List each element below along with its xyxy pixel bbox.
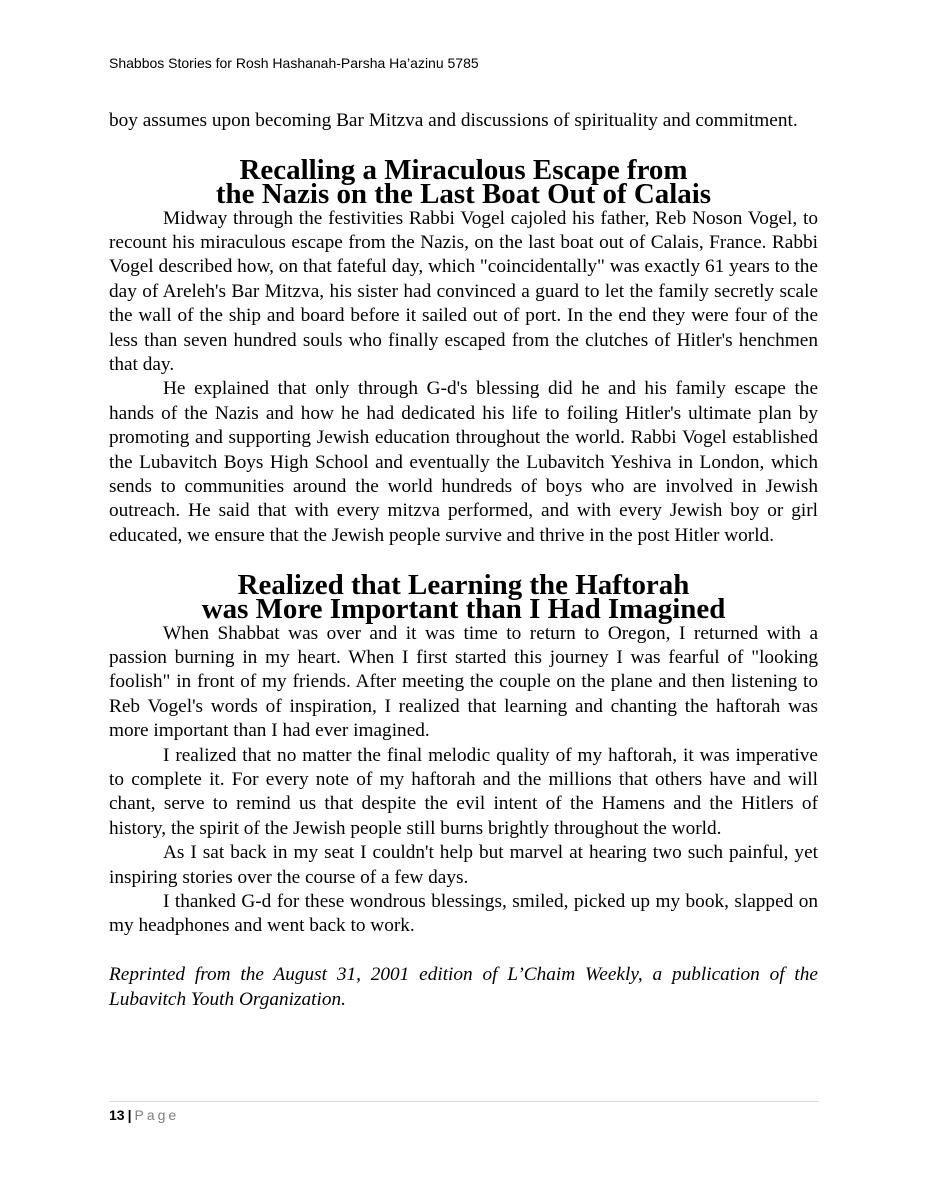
page-label: Page xyxy=(134,1107,180,1123)
heading-line: Realized that Learning the Haftorah xyxy=(237,568,690,601)
page-footer xyxy=(109,1107,179,1123)
section-heading-haftorah xyxy=(109,568,818,626)
footer-separator: | xyxy=(127,1107,132,1123)
heading-line: Recalling a Miraculous Escape from xyxy=(239,153,688,186)
page-number: 13 xyxy=(109,1107,125,1123)
footer-divider xyxy=(109,1101,819,1102)
paragraph: I realized that no matter the final melodic quality of my haftorah, it was imperative to complete it. For every note of my haftorah and the millions that others have and will chant, serve to remind us that despite the evil intent of the Hamens and the Hitlers of history, the spirit of the Jewish people still burns brightly throughout the world. xyxy=(109,744,818,839)
paragraph: He explained that only through G-d's blessing did he and his family escape the hands of the Nazis and how he had dedicated his life to foiling Hitler's ultimate plan by promoting and supporting Jewish education throughout the world. Rabbi Vogel established the Lubavitch Boys High School and eventually the Lubavitch Yeshiva in London, which sends to communities around the world hundreds of boys who are involved in Jewish outreach. He said that with every mitzva performed, and with every Jewish boy or girl educated, we ensure that the Jewish people survive and thrive in the post Hitler world. xyxy=(109,378,818,546)
page-body xyxy=(109,109,818,1012)
spacer xyxy=(109,939,818,963)
reprint-credit: Reprinted from the August 31, 2001 edition of L’Chaim Weekly, a publication of the Lubavitch Youth Organization. xyxy=(109,964,818,1010)
paragraph: I thanked G-d for these wondrous blessings, smiled, picked up my book, slapped on my headphones and went back to work. xyxy=(109,890,818,937)
heading-line: was More Important than I Had Imagined xyxy=(201,593,726,626)
heading-line: the Nazis on the Last Boat Out of Calais xyxy=(215,178,712,211)
paragraph: As I sat back in my seat I couldn't help but marvel at hearing two such painful, yet inspiring stories over the course of a few days. xyxy=(109,842,818,888)
paragraph: Midway through the festivities Rabbi Vogel cajoled his father, Reb Noson Vogel, to recount his miraculous escape from the Nazis, on the last boat out of Calais, France. Rabbi Vogel described how, on that fateful day, which "coincidentally" was exactly 61 years to the day of Areleh's Bar Mitzva, his sister had convinced a guard to let the family secretly scale the wall of the ship and board before it sailed out of port. In the end they were four of the less than seven hundred souls who finally escaped from the clutches of Hitler's henchmen that day. xyxy=(109,207,818,376)
intro-paragraph: boy assumes upon becoming Bar Mitzva and discussions of spirituality and commitment. xyxy=(109,110,798,131)
running-header: Shabbos Stories for Rosh Hashanah-Parsha Ha’azinu 5785 xyxy=(109,55,479,71)
section-heading-escape xyxy=(109,153,818,211)
paragraph: When Shabbat was over and it was time to return to Oregon, I returned with a passion burning in my heart. When I first started this journey I was fearful of "looking foolish" in front of my friends. After meeting the couple on the plane and then listening to Reb Vogel's words of inspiration, I realized that learning and chanting the haftorah was more important than I had ever imagined. xyxy=(109,622,818,742)
